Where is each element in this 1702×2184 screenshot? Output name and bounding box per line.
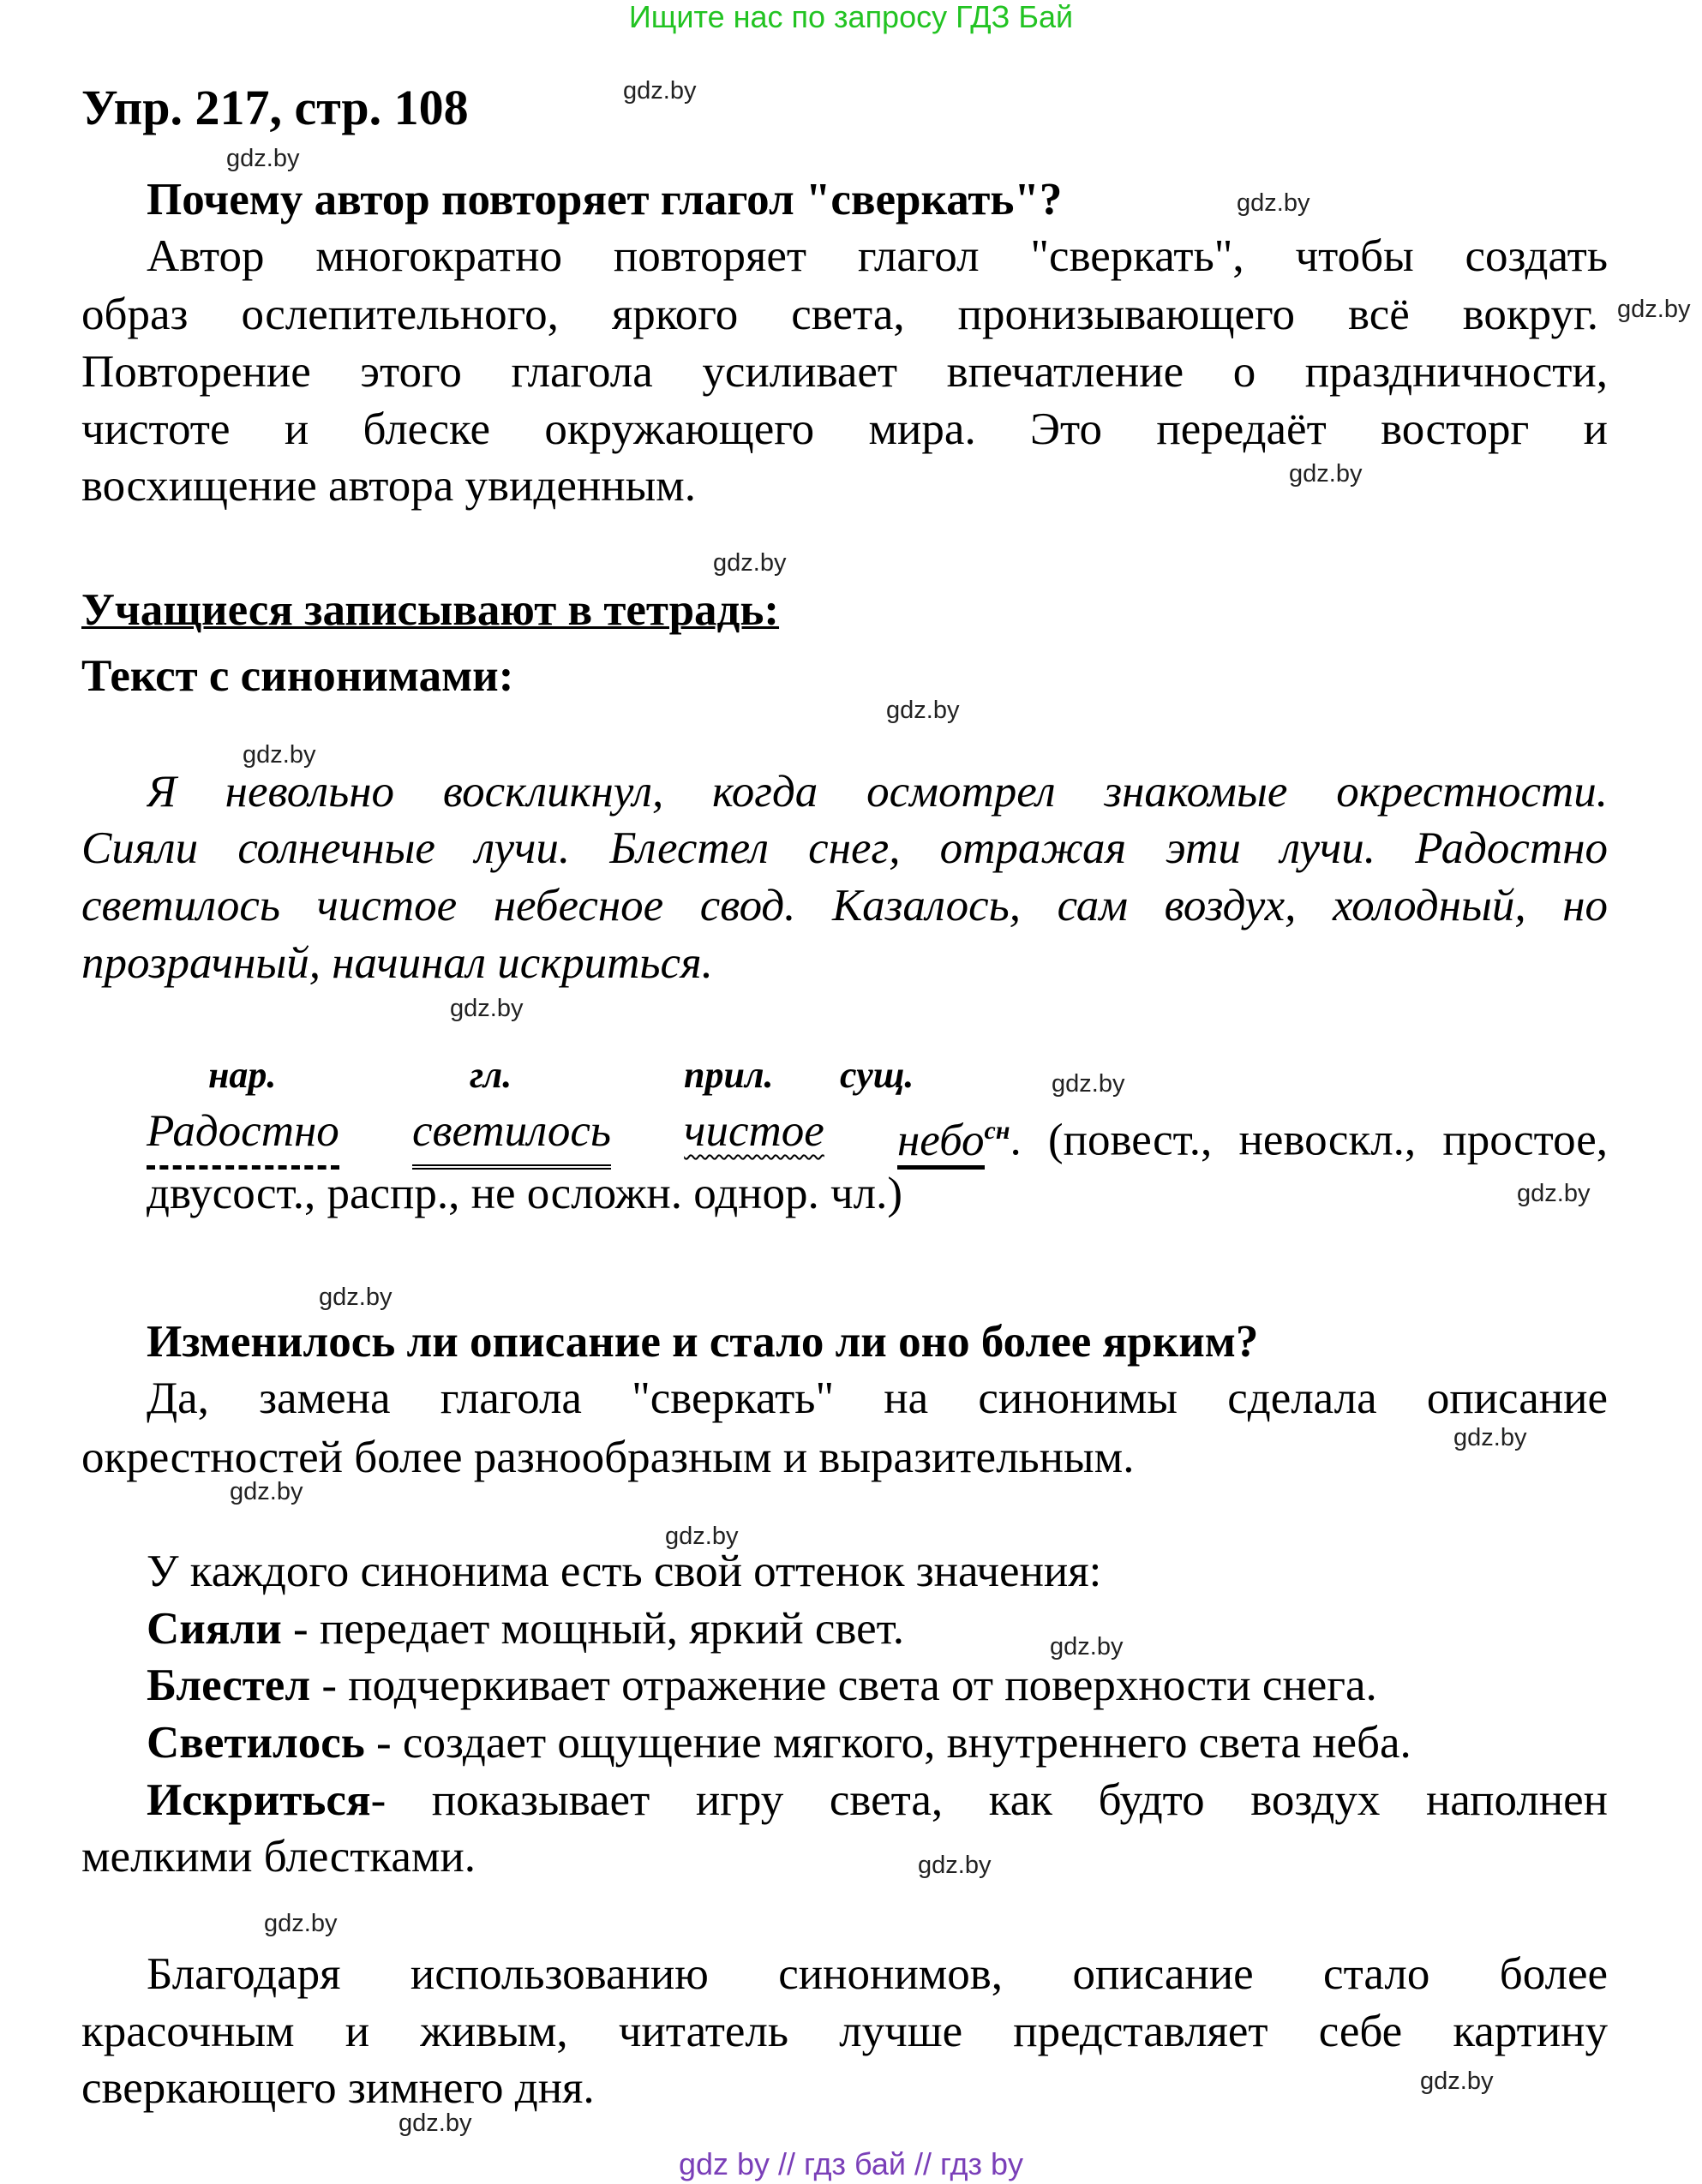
synonym-item-cont: мелкими блестками. [81, 1832, 476, 1882]
search-banner: Ищите нас по запросу ГДЗ Бай [628, 0, 1074, 34]
watermark: gdz.by [319, 1283, 393, 1311]
parsed-sentence [147, 1102, 1608, 1170]
watermark: gdz.by [226, 145, 300, 172]
sentence-characteristics-cont: двусост., распр., не осложн. однор. чл.) [147, 1169, 903, 1218]
watermark: gdz.by [1289, 460, 1363, 488]
subject-word: небо [897, 1116, 985, 1170]
paragraph-line: Благодаря использованию синонимов, описание стало более [147, 1949, 1608, 1999]
synonyms-intro: У каждого синонима есть свой оттенок значения: [147, 1547, 1102, 1596]
watermark: gdz.by [230, 1478, 303, 1505]
synonym-item: Искриться - показывает игру света, как будто воздух наполнен [147, 1775, 1608, 1825]
watermark: gdz.by [1237, 189, 1310, 217]
watermark: gdz.by [886, 697, 960, 724]
pos-label: нар. [208, 1054, 277, 1096]
pos-label: сущ. [840, 1054, 914, 1096]
watermark: gdz.by [665, 1523, 739, 1550]
predicate-word: светилось [412, 1102, 611, 1170]
notebook-heading: Учащиеся записывают в тетрадь: [81, 585, 780, 635]
watermark: gdz.by [399, 2109, 472, 2137]
paragraph-line: сверкающего зимнего дня. [81, 2063, 595, 2113]
paragraph-line: окрестностей более разнообразным и выразительным. [81, 1433, 1135, 1482]
watermark: gdz.by [713, 549, 787, 577]
italic-line: Сияли солнечные лучи. Блестел снег, отражая эти лучи. Радостно [81, 823, 1608, 873]
watermark: gdz.by [918, 1852, 992, 1879]
watermark: gdz.by [1050, 1633, 1124, 1660]
watermark: gdz.by [1617, 296, 1691, 323]
paragraph-line: красочным и живым, читатель лучше представляет себе картину [81, 2007, 1608, 2056]
paragraph-line: Повторение этого глагола усиливает впечатление о праздничности, [81, 347, 1608, 397]
question-2: Изменилось ли описание и стало ли оно более ярким? [147, 1317, 1259, 1367]
pos-label: прил. [684, 1054, 774, 1096]
paragraph-line: чистоте и блеске окружающего мира. Это передаёт восторг и [81, 404, 1608, 454]
adverb-word: Радостно [147, 1102, 339, 1170]
watermark: gdz.by [243, 741, 316, 769]
question-1: Почему автор повторяет глагол "сверкать"? [147, 175, 1063, 224]
synonym-item: Сияли - передает мощный, яркий свет. [147, 1604, 905, 1654]
italic-line: светилось чистое небесное свод. Казалось, сам воздух, холодный, но [81, 881, 1608, 930]
paragraph-line: Автор многократно повторяет глагол "сверкать", чтобы создать [147, 231, 1608, 281]
synonyms-heading: Текст с синонимами: [81, 651, 514, 701]
pos-label: гл. [470, 1054, 512, 1096]
synonym-item: Блестел - подчеркивает отражение света от поверхности снега. [147, 1660, 1377, 1710]
adjective-word: чистое [684, 1106, 824, 1156]
italic-line: Я невольно воскликнул, когда осмотрел знакомые окрестности. [147, 767, 1608, 817]
paragraph-line: восхищение автора увиденным. [81, 461, 696, 511]
sentence-characteristics: . (повест., невоскл., простое, [1010, 1115, 1608, 1165]
watermark: gdz.by [1052, 1070, 1125, 1098]
synonym-item: Светилось - создает ощущение мягкого, внутреннего света неба. [147, 1718, 1411, 1768]
subject-sup: сн [984, 1116, 1010, 1145]
page-title: Упр. 217, стр. 108 [81, 80, 469, 135]
watermark: gdz.by [264, 1910, 338, 1937]
paragraph-line: образ ослепительного, яркого света, пронизывающего всё вокруг. [81, 290, 1598, 339]
watermark: gdz.by [1453, 1424, 1527, 1451]
watermark: gdz.by [1420, 2067, 1494, 2095]
watermark: gdz.by [450, 995, 524, 1022]
watermark: gdz.by [623, 77, 697, 105]
italic-line: прозрачный, начинал искриться. [81, 938, 713, 988]
footer-links[interactable]: gdz by // гдз бай // гдз by [678, 2146, 1024, 2181]
paragraph-line: Да, замена глагола "сверкать" на синонимы сделала описание [147, 1373, 1608, 1423]
watermark: gdz.by [1517, 1180, 1591, 1207]
